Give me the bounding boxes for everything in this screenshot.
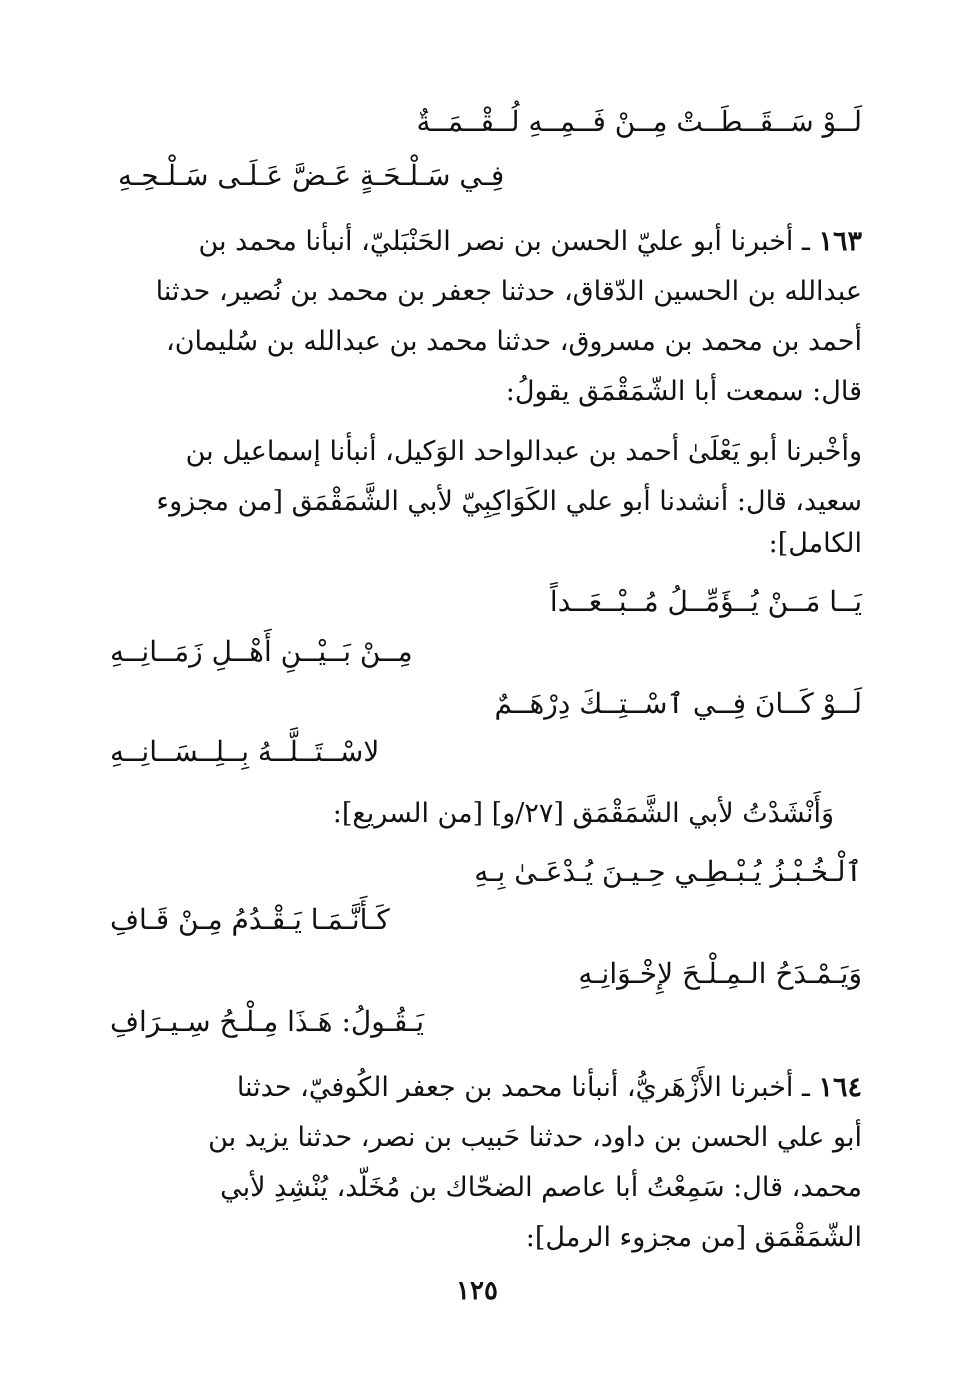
entry-number: ١٦٣ [818, 226, 862, 257]
entry163-line2: عبدالله بن الحسين الدّقاق، حدثنا جعفر بن محمد بن نُصير، حدثنا [155, 276, 862, 307]
entry-number: ١٦٤ [818, 1072, 862, 1103]
poem1-line1: لَــوْ سَــقَــطَــتْ مِــنْ فَــمِــهِ لُــقْــمَــةٌ [416, 105, 862, 138]
poem2-line2: مِــنْ بَــيْــنِ أَهْــلِ زَمَــانِــهِ [110, 635, 413, 668]
entry164-line3: محمد، قال: سَمِعْتُ أبا عاصم الضحّاك بن مُخَلّد، يُنْشِدِ لأبي [220, 1172, 862, 1203]
page-number: ١٢٥ [456, 1276, 498, 1306]
entry163-line1: ١٦٣ ـ أخبرنا أبو عليّ الحسن بن نصر الحَنْبَليّ، أنبأنا محمد بن [198, 226, 862, 257]
entry163-line3: أحمد بن محمد بن مسروق، حدثنا محمد بن عبدالله بن سُليمان، [166, 326, 862, 357]
poem3-line2: كَـأَنَّـمَـا يَـقْـدُمُ مِـنْ قَـافِ [110, 903, 390, 936]
poem3-line3: وَيَـمْـدَحُ الـمِـلْـحَ لإِخْـوَانِـهِ [578, 957, 862, 990]
poem2-line1: يَــا مَــنْ يُــؤَمِّــلُ مُــبْــعَــداً [549, 585, 862, 618]
entry164-line1: ١٦٤ ـ أخبرنا الأَزْهَريُّ، أنبأنا محمد بن جعفر الكُوفيّ، حدثنا [236, 1072, 862, 1103]
entry164-line2: أبو علي الحسن بن داود، حدثنا حَبيب بن نصر، حدثنا يزيد بن [208, 1122, 862, 1153]
poem1-line2: فِـي سَـلْـحَـةٍ عَـضَّ عَـلَـى سَـلْـحِـهِ [118, 159, 505, 192]
para2-line2: سعيد، قال: أنشدنا أبو علي الكَوَاكِبِيّ لأبي الشَّمَقْمَق [من مجزوء [156, 486, 862, 517]
poem3-line4: يَـقُـولُ: هَـذَا مِـلْـحُ سِـيـرَافِ [110, 1005, 425, 1038]
entry164-line4: الشّمَقْمَق [من مجزوء الرمل]: [525, 1222, 862, 1253]
poem2-line3: لَــوْ كَــانَ فِــي ٱسْــتِــكَ دِرْهَــمٌ [494, 687, 862, 720]
para3-line: وَأَنْشَدْتُ لأبي الشَّمَقْمَق [٢٧/و] [من السريع]: [332, 798, 834, 829]
para2-line3: الكامل]: [768, 528, 862, 559]
poem3-line1: ٱلْـخُـبْـزُ يُـبْـطِـي حِـيـنَ يُـدْعَـىٰ بِـهِ [474, 855, 862, 888]
para2-line1: وأخْبرنا أبو يَعْلَىٰ أحمد بن عبدالواحد الوَكيل، أنبأنا إسماعيل بن [185, 436, 862, 467]
poem2-line4: لاسْــتَــلَّــهُ بِــلِــسَــانِــهِ [110, 735, 380, 768]
entry163-line4: قال: سمعت أبا الشّمَقْمَق يقولُ: [505, 376, 862, 407]
